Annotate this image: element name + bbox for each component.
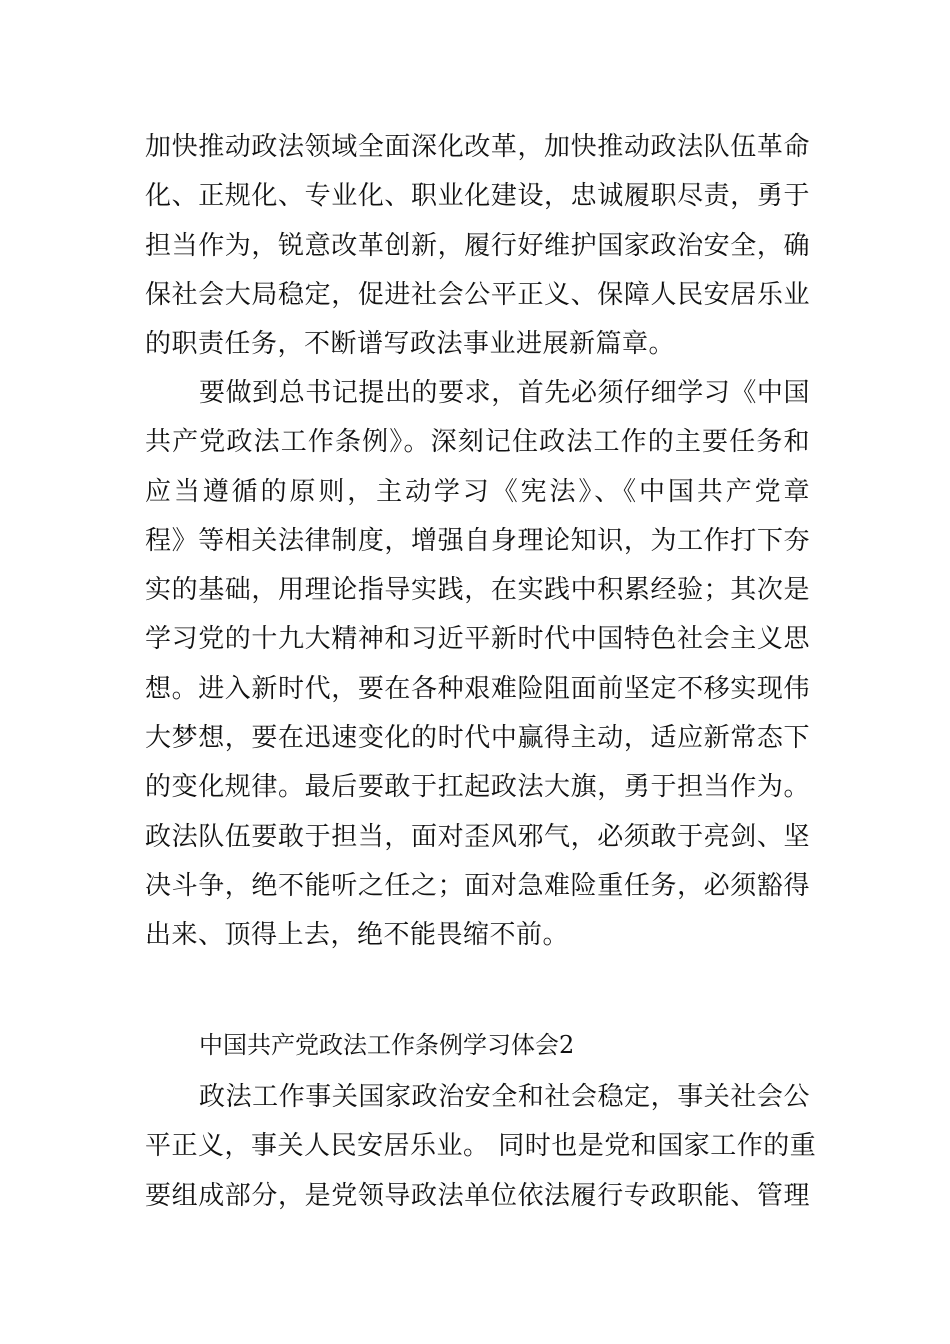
paragraph-line: 的变化规律。最后要敢于扛起政法大旗，勇于担当作为。	[145, 772, 810, 803]
paragraph-line: 平正义，事关人民安居乐业。 同时也是党和国家工作的重	[145, 1131, 817, 1162]
paragraph-line: 决斗争，绝不能听之任之；面对急难险重任务，必须豁得	[145, 870, 810, 901]
paragraph-2	[145, 369, 810, 961]
paragraph-line: 要组成部分，是党领导政法单位依法履行专政职能、管理	[145, 1180, 810, 1211]
paragraph-line: 政法队伍要敢于担当，面对歪风邪气，必须敢于亮剑、坚	[145, 821, 810, 852]
paragraph-line: 的职责任务，不断谱写政法事业进展新篇章。	[145, 329, 676, 360]
paragraph-3	[145, 1073, 817, 1221]
paragraph-line: 政法工作事关国家政治安全和社会稳定，事关社会公	[199, 1082, 810, 1112]
paragraph-line: 学习党的十九大精神和习近平新时代中国特色社会主义思	[145, 624, 810, 655]
paragraph-line: 实的基础，用理论指导实践，在实践中积累经验；其次是	[145, 575, 810, 606]
paragraph-line: 大梦想，要在迅速变化的时代中赢得主动，适应新常态下	[145, 723, 810, 754]
paragraph-line: 保社会大局稳定，促进社会公平正义、保障人民安居乐业	[145, 279, 810, 310]
paragraph-line: 想。进入新时代，要在各种艰难险阻面前坚定不移实现伟	[145, 673, 810, 704]
paragraph-line: 要做到总书记提出的要求，首先必须仔细学习《中国	[199, 378, 810, 408]
paragraph-1	[145, 123, 810, 369]
paragraph-line: 共产党政法工作条例》。深刻记住政法工作的主要任务和	[145, 427, 810, 458]
paragraph-line: 化、正规化、专业化、职业化建设，忠诚履职尽责，勇于	[145, 181, 810, 212]
paragraph-line: 出来、顶得上去，绝不能畏缩不前。	[145, 920, 570, 951]
paragraph-line: 程》等相关法律制度，增强自身理论知识，为工作打下夯	[145, 525, 810, 556]
paragraph-line: 应当遵循的原则，主动学习《宪法》、《中国共产党章	[145, 476, 810, 507]
paragraph-line: 担当作为，锐意改革创新，履行好维护国家政治安全，确	[145, 230, 810, 261]
section-heading: 中国共产党政法工作条例学习体会2	[199, 1031, 575, 1059]
paragraph-line: 加快推动政法领域全面深化改革，加快推动政法队伍革命	[145, 132, 810, 162]
